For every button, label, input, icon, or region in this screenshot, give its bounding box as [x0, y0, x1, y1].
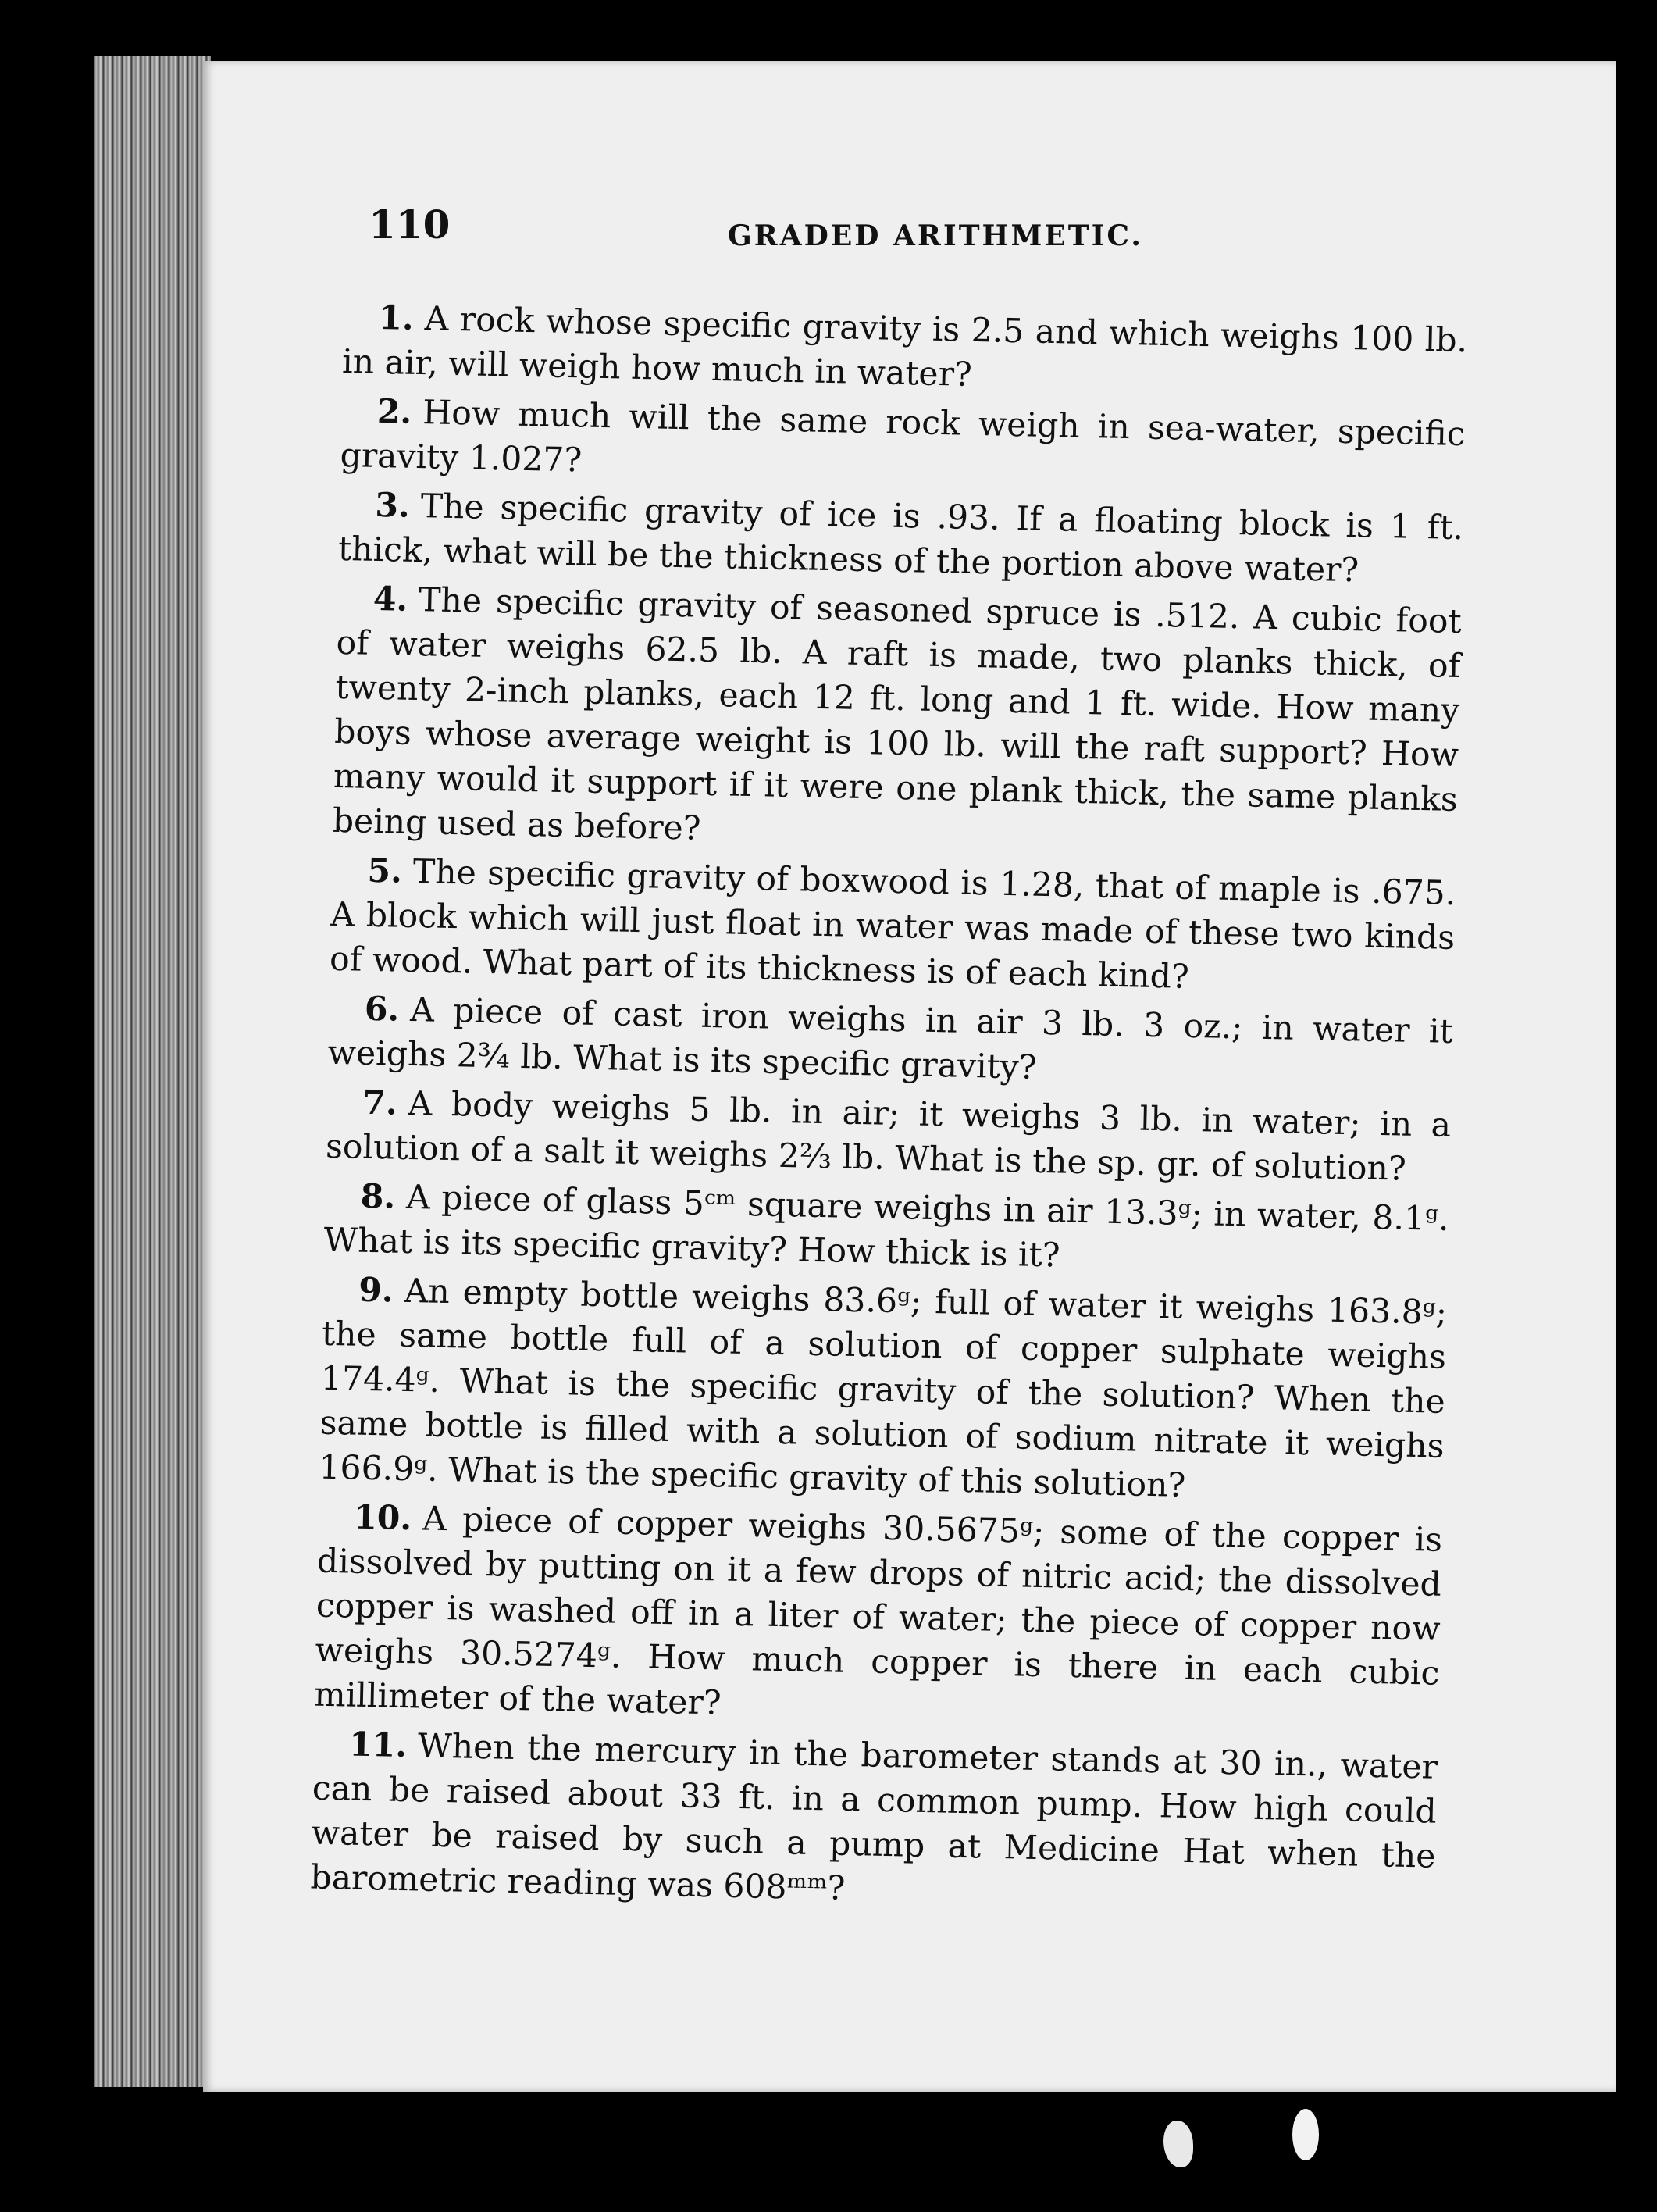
- problem-text: An empty bottle weighs 83.6ᵍ; full of water it weighs 163.8ᵍ; the same bottle full of a solution of copper sulphate weighs 174.4ᵍ. What is the specific gravity of the solution? When the same bottle is filled with a solution of sodium nitrate it weighs 166.9ᵍ. What is the specific gravity of this solution?: [319, 1272, 1448, 1505]
- problem-number: 6.: [364, 989, 400, 1029]
- problem-3: [338, 483, 1464, 595]
- problem-10: [314, 1495, 1443, 1741]
- problem-text: A body weighs 5 lb. in air; it weighs 3 lb. in water; in a solution of a salt it weighs 2⅔ lb. What is the sp. gr. of solution?: [325, 1084, 1452, 1189]
- problem-number: 8.: [360, 1176, 396, 1217]
- problem-text: A piece of copper weighs 30.5675ᵍ; some of the copper is dissolved by putting on it a few drops of nitric acid; the dissolved copper is washed off in a liter of water; the piece of copper now weighs 30.5274ᵍ. How much copper is there in each cubic millimeter of the water?: [313, 1500, 1443, 1723]
- page-edge: [94, 56, 211, 2087]
- problem-7: [326, 1080, 1452, 1193]
- problem-text: When the mercury in the barometer stands at 30 in., water can be raised about 33 ft. in a common pump. How high could water be raised by such a pump at Medicine Hat when the barometric reading was 608ᵐᵐ?: [310, 1727, 1438, 1908]
- problem-number: 10.: [353, 1497, 412, 1539]
- problem-11: [310, 1722, 1438, 1924]
- problem-1: [342, 295, 1468, 408]
- problem-text: The specific gravity of boxwood is 1.28, that of maple is .675. A block which will just float in water was made of these two kinds of wood. What part of its thickness is of each kind?: [329, 853, 1456, 997]
- problem-5: [330, 848, 1456, 1005]
- problem-number: 2.: [376, 391, 412, 432]
- problem-6: [327, 986, 1453, 1099]
- problem-list: [310, 295, 1468, 1928]
- problem-number: 11.: [348, 1725, 408, 1766]
- problem-text: How much will the same rock weigh in sea-water, specific gravity 1.027?: [340, 394, 1466, 480]
- problem-text: A rock whose specific gravity is 2.5 and which weighs 100 lb. in air, will weigh how much in water?: [341, 300, 1468, 394]
- problem-number: 1.: [378, 298, 415, 338]
- problem-4: [332, 576, 1462, 867]
- problem-number: 9.: [358, 1270, 394, 1311]
- problem-text: The specific gravity of ice is .93. If a floating block is 1 ft. thick, what will be the thickness of the portion above water?: [337, 487, 1464, 590]
- scan-smudge: [1163, 2121, 1193, 2167]
- problem-text: The specific gravity of seasoned spruce is .512. A cubic foot of water weighs 62.5 lb. A raft is made, two planks thick, of twenty 2-inch planks, each 12 ft. long and 1 ft. wide. How many boys whose average weight is 100 lb. will the raft support? How many would it support if it were one plank thick, the same planks being used as before?: [332, 581, 1463, 848]
- problem-number: 7.: [362, 1083, 398, 1123]
- problem-number: 4.: [372, 579, 408, 619]
- problem-8: [323, 1174, 1449, 1286]
- running-head: GRADED ARITHMETIC.: [728, 219, 1143, 252]
- problem-2: [340, 389, 1466, 501]
- page-number: 110: [369, 202, 451, 248]
- book-page: [203, 61, 1616, 2092]
- problem-text: A piece of cast iron weighs in air 3 lb. 3 oz.; in water it weighs 2¾ lb. What is its specific gravity?: [327, 990, 1454, 1087]
- problem-number: 3.: [374, 485, 411, 526]
- problem-number: 5.: [367, 851, 403, 891]
- scan-smudge: [1292, 2109, 1319, 2160]
- problem-9: [319, 1268, 1448, 1514]
- problem-text: A piece of glass 5ᶜᵐ square weighs in air 13.3ᵍ; in water, 8.1ᵍ. What is its specific gravity? How thick is it?: [323, 1178, 1450, 1275]
